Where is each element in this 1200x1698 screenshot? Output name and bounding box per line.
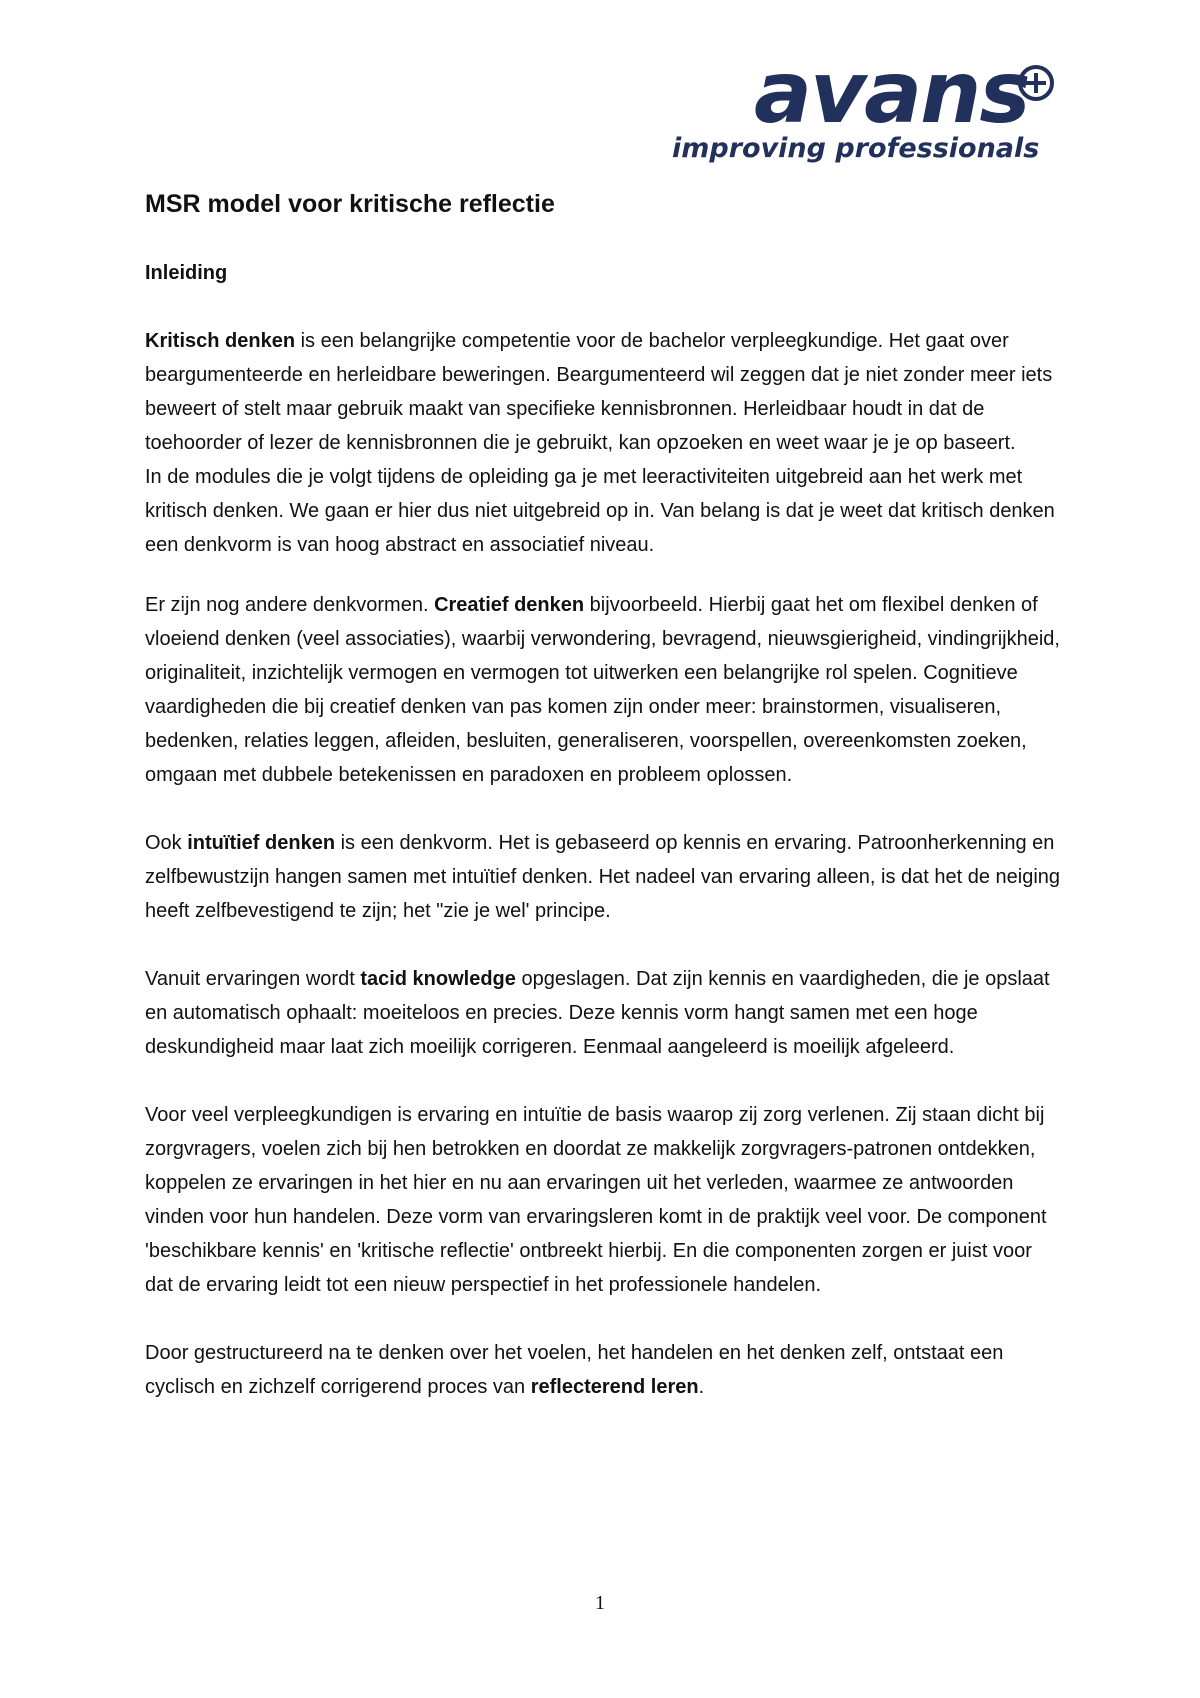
term-kritisch-denken: Kritisch denken bbox=[145, 330, 296, 352]
term-reflecterend-leren: reflecterend leren bbox=[530, 1376, 699, 1398]
document-title: MSR model voor kritische reflectie bbox=[145, 190, 555, 218]
paragraph-kritisch-denken bbox=[145, 324, 1065, 460]
term-tacid-knowledge: tacid knowledge bbox=[360, 968, 516, 990]
paragraph-text: Voor veel verpleegkundigen is ervaring en intuïtie de basis waarop zij zorg verlenen. Zij staan dicht bij zorgvragers, voelen zich bij hen betrokken en doordat ze makkelijk zorgvragers-patronen ontdekken, koppelen ze ervaringen in het hier en nu aan ervaringen uit het verleden, waarmee ze antwoorden vinden voor hun handelen. Deze vorm van ervaringsleren komt in de praktijk veel voor. De component 'beschikbare kennis' en 'kritische reflectie' ontbreekt hierbij. En die componenten zorgen er juist voor dat de ervaring leidt tot een nieuw perspectief in het professionele handelen. bbox=[145, 1104, 1047, 1296]
section-heading: Inleiding bbox=[145, 262, 228, 284]
paragraph-text: is een belangrijke competentie voor de bachelor verpleegkundige. Het gaat over beargumenteerde en herleidbare beweringen. Beargumenteerd wil zeggen dat je niet zonder meer iets beweert of stelt maar gebruik maakt van specifieke kennisbronnen. Herleidbaar houdt in dat de toehoorder of lezer de kennisbronnen die je gebruikt, kan opzoeken en weet waar je je op baseert. bbox=[145, 330, 1053, 454]
paragraph-modules bbox=[145, 460, 1065, 562]
paragraph-lead: Ook bbox=[145, 832, 188, 854]
term-intuitief-denken: intuïtief denken bbox=[187, 832, 336, 854]
paragraph-lead: Vanuit ervaringen wordt bbox=[145, 968, 361, 990]
paragraph-text: opgeslagen. Dat zijn kennis en vaardigheden, die je opslaat en automatisch ophaalt: moeiteloos en precies. Deze kennis vorm hangt samen met een hoge deskundigheid maar laat zich moeilijk corrigeren. Eenmaal aangeleerd is moeilijk afgeleerd. bbox=[145, 968, 1050, 1058]
paragraph-lead: Er zijn nog andere denkvormen. bbox=[145, 594, 435, 616]
paragraph-text: is een denkvorm. Het is gebaseerd op kennis en ervaring. Patroonherkenning en zelfbewustzijn hangen samen met intuïtief denken. Het nadeel van ervaring alleen, is dat het de neiging heeft zelfbevestigend te zijn; het "zie je wel' principe. bbox=[145, 832, 1061, 922]
paragraph-ervaring-intuitie bbox=[145, 1098, 1065, 1302]
document-body bbox=[145, 186, 1065, 1404]
page-number: 1 bbox=[595, 1592, 605, 1614]
avans-logo bbox=[668, 43, 1068, 174]
paragraph-text: bijvoorbeeld. Hierbij gaat het om flexibel denken of vloeiend denken (veel associaties), waarbij verwondering, bevragend, nieuwsgierigheid, vindingrijkheid, originaliteit, inzichtelijk vermogen en vermogen tot uitwerken een belangrijke rol spelen. Cognitieve vaardigheden die bij creatief denken van pas komen zijn onder meer: brainstormen, visualiseren, bedenken, relaties leggen, afleiden, besluiten, generaliseren, voorspellen, overeenkomsten zoeken, omgaan met dubbele betekenissen en paradoxen en probleem oplossen. bbox=[145, 594, 1060, 786]
avans-logo-graphic bbox=[668, 43, 1068, 174]
logo-wordmark: avans bbox=[754, 43, 1029, 143]
paragraph-reflecterend-leren bbox=[145, 1336, 1065, 1404]
paragraph-creatief-denken bbox=[145, 588, 1065, 792]
logo-tagline: improving professionals bbox=[672, 133, 1040, 164]
paragraph-tacid-knowledge bbox=[145, 962, 1065, 1064]
paragraph-intuitief-denken bbox=[145, 826, 1065, 928]
paragraph-text: In de modules die je volgt tijdens de opleiding ga je met leeractiviteiten uitgebreid aan het werk met kritisch denken. We gaan er hier dus niet uitgebreid op in. Van belang is dat je weet dat kritisch denken een denkvorm is van hoog abstract en associatief niveau. bbox=[145, 466, 1055, 556]
term-creatief-denken: Creatief denken bbox=[434, 594, 585, 616]
paragraph-lead: Door gestructureerd na te denken over het voelen, het handelen en het denken zelf, ontstaat een cyclisch en zichzelf corrigerend proces van bbox=[145, 1342, 1004, 1398]
paragraph-text: . bbox=[698, 1376, 705, 1398]
